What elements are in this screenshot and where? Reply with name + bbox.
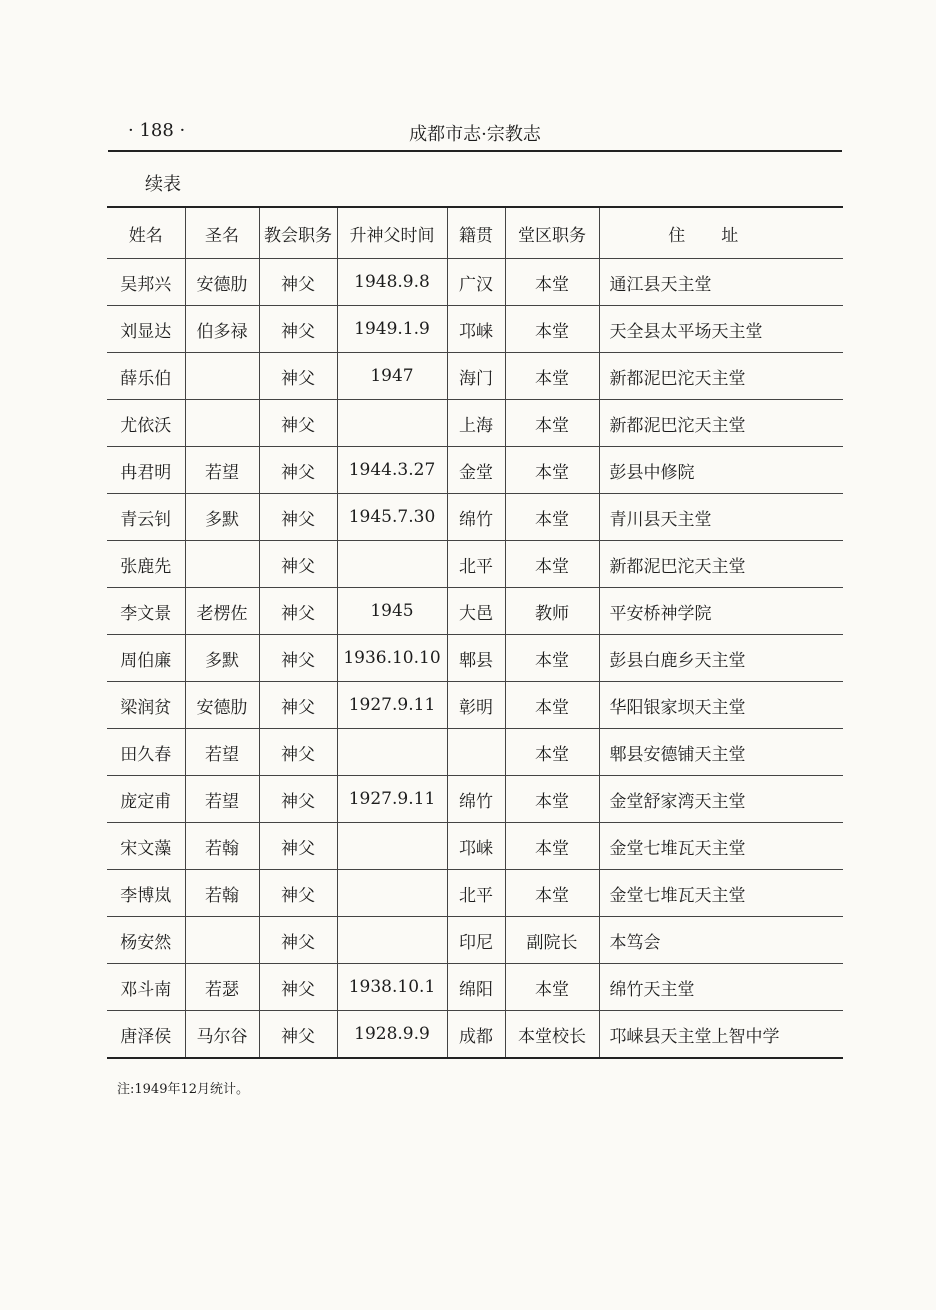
parish-position-cell: 副院长	[505, 917, 599, 964]
name-cell: 庞定甫	[107, 776, 185, 823]
table-row	[107, 259, 843, 306]
ordination-date-cell	[337, 917, 447, 964]
name-cell: 冉君明	[107, 447, 185, 494]
ordination-date-cell: 1948.9.8	[337, 259, 447, 306]
native-place-cell: 金堂	[447, 447, 505, 494]
name-cell: 李博岚	[107, 870, 185, 917]
church-position-cell: 神父	[259, 964, 337, 1011]
church-position-cell: 神父	[259, 494, 337, 541]
ordination-date-cell: 1927.9.11	[337, 682, 447, 729]
clergy-table	[107, 206, 843, 1059]
church-position-cell: 神父	[259, 635, 337, 682]
address-cell: 通江县天主堂	[599, 259, 843, 306]
church-position-cell: 神父	[259, 1011, 337, 1059]
saint-name-cell: 若望	[185, 447, 259, 494]
table-row	[107, 823, 843, 870]
table-row	[107, 870, 843, 917]
address-cell: 邛崃县天主堂上智中学	[599, 1011, 843, 1059]
column-header-ordination-date: 升神父时间	[337, 207, 447, 259]
church-position-cell: 神父	[259, 306, 337, 353]
table-row	[107, 541, 843, 588]
parish-position-cell: 教师	[505, 588, 599, 635]
running-title: 成都市志·宗教志	[409, 124, 541, 145]
name-cell: 李文景	[107, 588, 185, 635]
native-place-cell: 北平	[447, 870, 505, 917]
ordination-date-cell	[337, 400, 447, 447]
native-place-cell: 绵竹	[447, 776, 505, 823]
saint-name-cell: 若翰	[185, 870, 259, 917]
saint-name-cell: 老楞佐	[185, 588, 259, 635]
parish-position-cell: 本堂	[505, 635, 599, 682]
column-header-native-place: 籍贯	[447, 207, 505, 259]
ordination-date-cell	[337, 729, 447, 776]
ordination-date-cell: 1944.3.27	[337, 447, 447, 494]
name-cell: 周伯廉	[107, 635, 185, 682]
church-position-cell: 神父	[259, 823, 337, 870]
name-cell: 邓斗南	[107, 964, 185, 1011]
saint-name-cell: 多默	[185, 494, 259, 541]
church-position-cell: 神父	[259, 870, 337, 917]
saint-name-cell: 若瑟	[185, 964, 259, 1011]
ordination-date-cell: 1945	[337, 588, 447, 635]
address-cell: 郫县安德铺天主堂	[599, 729, 843, 776]
address-cell: 天全县太平场天主堂	[599, 306, 843, 353]
ordination-date-cell: 1945.7.30	[337, 494, 447, 541]
name-cell: 田久春	[107, 729, 185, 776]
table-row	[107, 729, 843, 776]
saint-name-cell	[185, 541, 259, 588]
column-header-church-position: 教会职务	[259, 207, 337, 259]
ordination-date-cell: 1947	[337, 353, 447, 400]
parish-position-cell: 本堂	[505, 259, 599, 306]
address-cell: 金堂七堆瓦天主堂	[599, 870, 843, 917]
native-place-cell: 郫县	[447, 635, 505, 682]
table-header-row	[107, 207, 843, 259]
continued-label: 续表	[145, 174, 181, 195]
ordination-date-cell: 1928.9.9	[337, 1011, 447, 1059]
church-position-cell: 神父	[259, 588, 337, 635]
footnote: 注:1949年12月统计。	[117, 1082, 250, 1097]
native-place-cell: 印尼	[447, 917, 505, 964]
ordination-date-cell	[337, 541, 447, 588]
saint-name-cell: 伯多禄	[185, 306, 259, 353]
church-position-cell: 神父	[259, 353, 337, 400]
address-cell: 新都泥巴沱天主堂	[599, 400, 843, 447]
address-cell: 新都泥巴沱天主堂	[599, 353, 843, 400]
address-cell: 彭县中修院	[599, 447, 843, 494]
table-row	[107, 494, 843, 541]
address-cell: 新都泥巴沱天主堂	[599, 541, 843, 588]
address-cell: 彭县白鹿乡天主堂	[599, 635, 843, 682]
ordination-date-cell: 1936.10.10	[337, 635, 447, 682]
table-row	[107, 964, 843, 1011]
native-place-cell: 绵阳	[447, 964, 505, 1011]
saint-name-cell: 若望	[185, 729, 259, 776]
native-place-cell: 海门	[447, 353, 505, 400]
address-cell: 华阳银家坝天主堂	[599, 682, 843, 729]
church-position-cell: 神父	[259, 729, 337, 776]
name-cell: 宋文藻	[107, 823, 185, 870]
ordination-date-cell: 1927.9.11	[337, 776, 447, 823]
church-position-cell: 神父	[259, 400, 337, 447]
church-position-cell: 神父	[259, 917, 337, 964]
parish-position-cell: 本堂	[505, 353, 599, 400]
ordination-date-cell: 1949.1.9	[337, 306, 447, 353]
parish-position-cell: 本堂	[505, 400, 599, 447]
native-place-cell: 邛崃	[447, 823, 505, 870]
table-row	[107, 776, 843, 823]
address-cell: 金堂舒家湾天主堂	[599, 776, 843, 823]
saint-name-cell: 马尔谷	[185, 1011, 259, 1059]
name-cell: 尤依沃	[107, 400, 185, 447]
address-cell: 本笃会	[599, 917, 843, 964]
parish-position-cell: 本堂	[505, 823, 599, 870]
native-place-cell: 彰明	[447, 682, 505, 729]
parish-position-cell: 本堂	[505, 447, 599, 494]
native-place-cell	[447, 729, 505, 776]
name-cell: 唐泽侯	[107, 1011, 185, 1059]
native-place-cell: 广汉	[447, 259, 505, 306]
table-row	[107, 635, 843, 682]
table-row	[107, 917, 843, 964]
name-cell: 青云钊	[107, 494, 185, 541]
native-place-cell: 北平	[447, 541, 505, 588]
name-cell: 吴邦兴	[107, 259, 185, 306]
table-row	[107, 353, 843, 400]
saint-name-cell: 安德肋	[185, 259, 259, 306]
parish-position-cell: 本堂	[505, 306, 599, 353]
saint-name-cell	[185, 917, 259, 964]
ordination-date-cell	[337, 870, 447, 917]
church-position-cell: 神父	[259, 682, 337, 729]
name-cell: 薛乐伯	[107, 353, 185, 400]
page-header	[108, 118, 842, 148]
parish-position-cell: 本堂	[505, 776, 599, 823]
native-place-cell: 邛崃	[447, 306, 505, 353]
parish-position-cell: 本堂	[505, 541, 599, 588]
table-row	[107, 400, 843, 447]
parish-position-cell: 本堂	[505, 964, 599, 1011]
column-header-name: 姓名	[107, 207, 185, 259]
parish-position-cell: 本堂	[505, 729, 599, 776]
native-place-cell: 大邑	[447, 588, 505, 635]
address-cell: 平安桥神学院	[599, 588, 843, 635]
table-body	[107, 259, 843, 1059]
native-place-cell: 绵竹	[447, 494, 505, 541]
column-header-parish-position: 堂区职务	[505, 207, 599, 259]
name-cell: 刘显达	[107, 306, 185, 353]
ordination-date-cell	[337, 823, 447, 870]
table-row	[107, 306, 843, 353]
address-cell: 青川县天主堂	[599, 494, 843, 541]
name-cell: 张鹿先	[107, 541, 185, 588]
parish-position-cell: 本堂	[505, 870, 599, 917]
column-header-saint-name: 圣名	[185, 207, 259, 259]
saint-name-cell: 安德肋	[185, 682, 259, 729]
address-cell: 金堂七堆瓦天主堂	[599, 823, 843, 870]
parish-position-cell: 本堂	[505, 682, 599, 729]
church-position-cell: 神父	[259, 447, 337, 494]
saint-name-cell: 若望	[185, 776, 259, 823]
header-rule	[108, 150, 842, 152]
church-position-cell: 神父	[259, 259, 337, 306]
saint-name-cell	[185, 400, 259, 447]
church-position-cell: 神父	[259, 541, 337, 588]
name-cell: 杨安然	[107, 917, 185, 964]
table-row	[107, 682, 843, 729]
native-place-cell: 上海	[447, 400, 505, 447]
saint-name-cell: 多默	[185, 635, 259, 682]
church-position-cell: 神父	[259, 776, 337, 823]
parish-position-cell: 本堂校长	[505, 1011, 599, 1059]
column-header-address: 住址	[599, 207, 843, 259]
address-cell: 绵竹天主堂	[599, 964, 843, 1011]
native-place-cell: 成都	[447, 1011, 505, 1059]
parish-position-cell: 本堂	[505, 494, 599, 541]
table-row	[107, 588, 843, 635]
table-row	[107, 1011, 843, 1059]
ordination-date-cell: 1938.10.1	[337, 964, 447, 1011]
saint-name-cell	[185, 353, 259, 400]
name-cell: 梁润贫	[107, 682, 185, 729]
table-row	[107, 447, 843, 494]
saint-name-cell: 若翰	[185, 823, 259, 870]
page-number: · 188 ·	[128, 120, 186, 141]
